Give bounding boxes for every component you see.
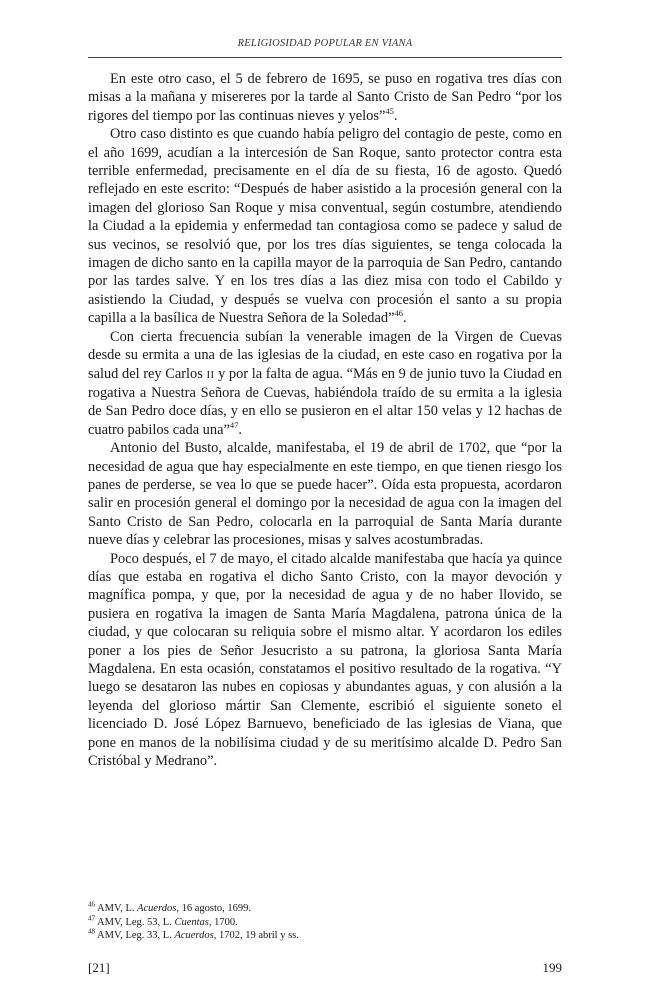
paragraph-text: En este otro caso, el 5 de febrero de 1695, se puso en rogativa tres días con misas a la mañana y misereres por la tarde al Santo Cristo de San Pedro “por los rigores del tiempo por las continuas nieves y yelos” (88, 71, 562, 124)
footnote-ref: 45 (385, 106, 394, 117)
footnote (88, 916, 562, 930)
paragraph-text: Antonio del Busto, alcalde, manifestaba, el 19 de abril de 1702, que “por la necesidad de agua que hay especialmente en este tiempo, en que tienen riesgo los panes de perderse, se vea lo que se puede hacer”. Oída esta propuesta, acordaron salir en procesión general el domingo por la necesidad de agua con la imagen del Santo Cristo de San Pedro, colocarla en la parroquial de Santa María durante nueve días y celebrar las procesiones, misas y salves acostumbradas. (88, 440, 562, 549)
paragraph (88, 439, 562, 549)
paragraph-text: y por la falta de agua. “Más en 9 de junio tuvo la Ciudad en rogativa a Nuestra Señora de Cuevas, habiéndola traído de su ermita a la iglesia de San Pedro doce días, y en ello se pusieron en el altar 150 velas y 12 hachas de cuatro pabilos cada una” (88, 365, 562, 438)
paragraph-text: . (402, 310, 407, 327)
footnote-text: AMV, Leg. 33, L. (97, 930, 175, 942)
footnote-number: 47 (88, 914, 95, 923)
footnote (88, 902, 562, 916)
footnote-number: 46 (88, 900, 95, 909)
section-ref: [21] (88, 960, 110, 975)
footnote-text: AMV, Leg. 53, L. (97, 916, 175, 928)
paragraph (88, 70, 562, 125)
footnote-title: Cuentas (174, 916, 209, 928)
footnote-text: , 1702, 19 abril y ss. (213, 930, 299, 942)
running-head: RELIGIOSIDAD POPULAR EN VIANA (237, 38, 413, 49)
paragraph-text: Otro caso distinto es que cuando había peligro del contagio de peste, como en el año 1699, acudían a la intercesión de San Roque, santo protector contra esta terrible enfermedad, precisamente en el día de su fiesta, 16 de agosto. Quedó reflejado en este escrito: “Después de haber asistido a la procesión general con la imagen del glorioso San Roque y misa conventual, según costumbre, atendiendo la Ciudad a la epidemia y enfermedad tan contagiosa como se padece y salud de sus vecinos, se resolvió que, por los tres días siguientes, se tenga colocada la imagen de dicho santo en la capilla mayor de la parroquia de San Pedro, cantando por las tardes salve. Y en los tres días a las diez misa con todo el Cabildo y asistiendo la Ciudad, y después se vuelva con procesión el santo a su propia capilla a la basílica de Nuestra Señora de la Soledad” (88, 126, 562, 327)
footnote-title: Acuerdos (137, 903, 177, 914)
footnote-text: AMV, L. (97, 903, 138, 914)
footnotes (88, 902, 562, 943)
footnote (88, 929, 562, 943)
paragraph-text: . (238, 421, 242, 438)
roman-numeral: II (206, 368, 215, 381)
footnote-ref: 47 (229, 419, 239, 430)
body-text (88, 70, 562, 770)
paragraph-text: Poco después, el 7 de mayo, el citado alcalde manifestaba que hacía ya quince días que estaba en rogativa el dicho Santo Cristo, con la mayor devoción y magnífica pompa, y que, por la necesidad de agua y de no haber llovido, se pusiera en rogativa la imagen de Santa María Magdalena, patrona única de la ciudad, y que colocaran su reliquia sobre el mismo altar. Y acordaron los ediles poner a los pies de Señor Jesucristo a su patrona, la gloriosa Santa María Magdalena. En esta ocasión, constatamos el positivo resultado de la rogativa. “Y luego se desataron las nubes en copiosas y abundantes aguas, y con alusión a la leyenda del glorioso mártir San Clemente, escribió el siguiente soneto el licenciado D. José López Barnuevo, beneficiado de las iglesias de Viana, que pone en manos de la nobilísima ciudad y de su meritísimo alcalde D. Pedro San Cristóbal y Medrano”. (88, 550, 562, 770)
footnote-ref: 46 (394, 308, 403, 319)
footnote-text: , 16 agosto, 1699. (176, 903, 252, 914)
paragraph (88, 328, 562, 439)
paragraph-text: . (393, 107, 398, 124)
page-number: 199 (542, 960, 562, 975)
paragraph (88, 125, 562, 327)
footnote-number: 48 (88, 927, 95, 936)
footnote-title: Acuerdos (174, 930, 214, 942)
header-rule (88, 57, 562, 58)
paragraph (88, 550, 562, 771)
paragraph-text: Con cierta frecuencia subían la venerable imagen de la Virgen de Cuevas desde su ermita a una de las iglesias de la ciudad, en este caso en rogativa por la salud del rey Carlos (88, 328, 562, 382)
footnote-text: , 1700. (208, 916, 238, 928)
